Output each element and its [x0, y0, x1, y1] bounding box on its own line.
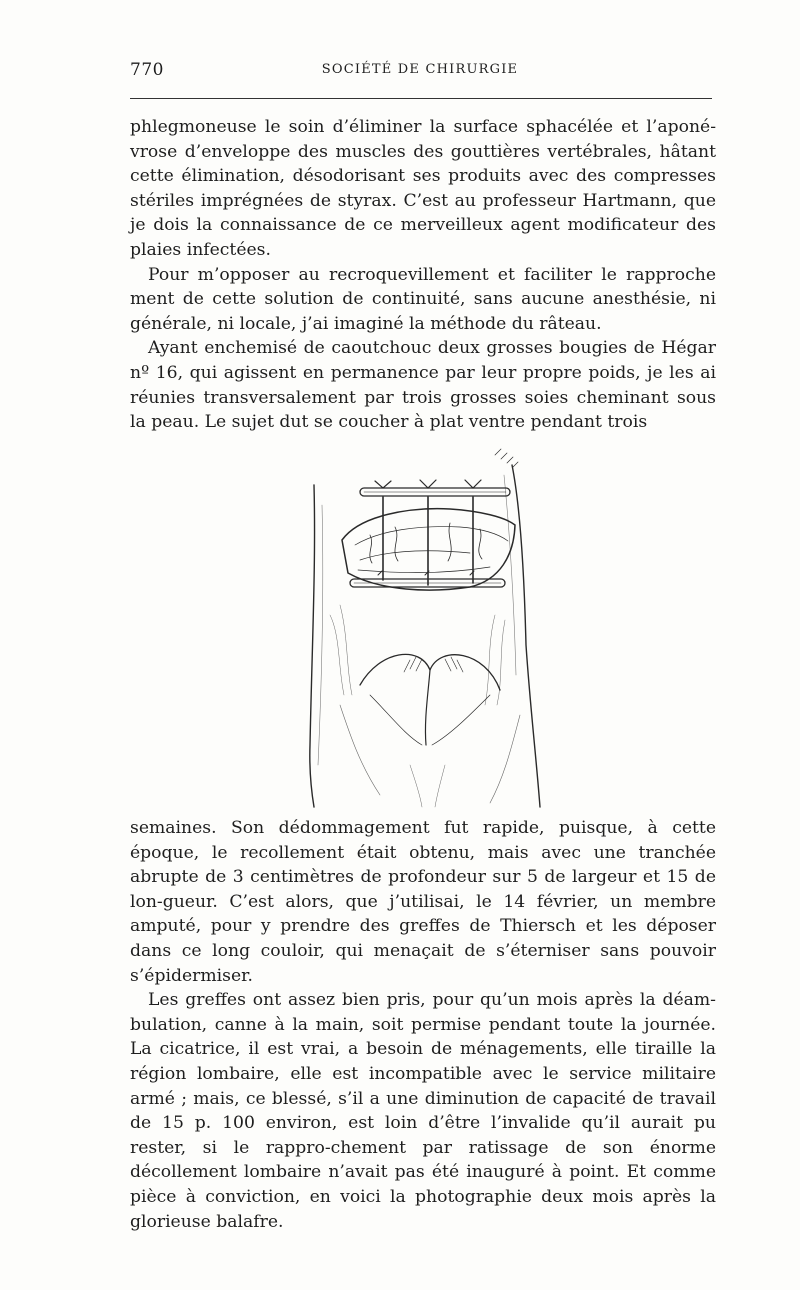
- header-rule: [130, 98, 712, 99]
- paragraph: Les greffes ont assez bien pris, pour qu’un mois après la déam-bulation, canne à la main, soit permise pendant toute la journée. La cicatrice, il est vrai, a besoin de ménagements, elle tiraille la région lombaire, elle est incompatible avec le service militaire armé ; mais, ce blessé, s’il a une diminution de capacité de travail de 15 p. 100 environ, est loin d’être l’invalide qu’il aurait pu rester, si le rappro-chement par ratissage de son énorme décollement lombaire n’avait pas été inauguré à point. Et comme pièce à conviction, en voici la photographie deux mois après la glorieuse balafre.: [130, 990, 716, 1232]
- engraving-illustration-icon: [300, 445, 560, 810]
- paragraph: Ayant enchemisé de caoutchouc deux grosses bougies de Hégar nº 16, qui agissent en permanence par leur propre poids, je les ai réunies transversalement par trois grosses soies cheminant sous la peau. Le sujet dut se coucher à plat ventre pendant trois: [130, 338, 716, 433]
- running-title: SOCIÉTÉ DE CHIRURGIE: [321, 62, 519, 77]
- text-block-bottom: [130, 816, 716, 1234]
- page-number: 770: [130, 60, 164, 80]
- paragraph: phlegmoneuse le soin d’éliminer la surface sphacélée et l’aponé-vrose d’enveloppe des muscles des gouttières vertébrales, hâtant cette élimination, désodorisant ses produits avec des compresses stériles imprégnées de styrax. C’est au professeur Hartmann, que je dois la connaissance de ce merveilleux agent modificateur des plaies infectées.: [130, 117, 716, 260]
- paragraph: Pour m’opposer au recroquevillement et faciliter le rapproche ment de cette solution de continuité, sans aucune anesthésie, ni générale, ni locale, j’ai imaginé la méthode du râteau.: [130, 264, 716, 334]
- text-block-top: [130, 115, 716, 435]
- illustration-drawing: [300, 445, 560, 810]
- paragraph: semaines. Son dédommagement fut rapide, puisque, à cette époque, le recollement était obtenu, mais avec une tranchée abrupte de 3 centimètres de profondeur sur 5 de largeur et 15 de lon-gueur. C’est alors, que j’utilisai, le 14 février, un membre amputé, pour y prendre des greffes de Thiersch et les déposer dans ce long couloir, qui menaçait de s’éterniser sans pouvoir s’épidermiser.: [130, 818, 716, 986]
- page-header: [130, 60, 710, 88]
